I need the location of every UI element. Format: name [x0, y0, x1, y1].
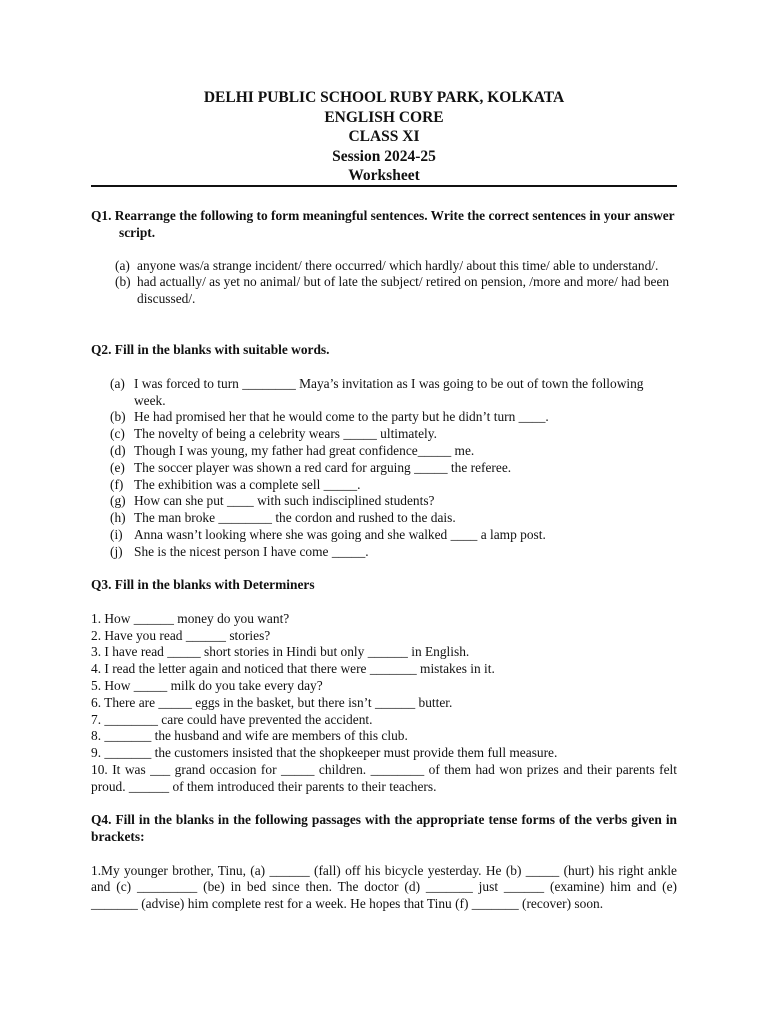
list-item: 5. How _____ milk do you take every day?	[91, 677, 323, 693]
list-item: (g) How can she put ____ with such indisciplined students?	[110, 493, 435, 509]
list-item: (i) Anna wasn’t looking where she was going and she walked ____ a lamp post.	[110, 526, 546, 542]
question-2-heading: Q2. Fill in the blanks with suitable words.	[91, 342, 330, 357]
list-item: 4. I read the letter again and noticed that there were _______ mistakes in it.	[91, 661, 495, 677]
question-3-list	[91, 611, 677, 796]
list-item: (c) The novelty of being a celebrity wears _____ ultimately.	[110, 426, 437, 442]
list-item: (j) She is the nicest person I have come _____.	[110, 543, 369, 559]
question-4	[91, 812, 677, 913]
list-item: 6. There are _____ eggs in the basket, but there isn’t ______ butter.	[91, 694, 453, 710]
list-item: 7. ________ care could have prevented the accident.	[91, 711, 373, 727]
session-title: Session 2024-25	[332, 147, 436, 165]
list-item: 2. Have you read ______ stories?	[91, 627, 271, 643]
worksheet-title: Worksheet	[348, 167, 420, 184]
question-1	[91, 208, 677, 308]
list-item: 1. How ______ money do you want?	[91, 610, 290, 626]
question-3	[91, 577, 677, 796]
list-item: 8. _______ the husband and wife are members of this club.	[91, 728, 408, 744]
question-2-list	[91, 376, 677, 561]
list-item: (e) The soccer player was shown a red card for arguing _____ the referee.	[110, 459, 512, 475]
list-item: (a) anyone was/a strange incident/ there occurred/ which hardly/ about this time/ able to understand/.	[115, 257, 659, 273]
question-4-passage: 1.My younger brother, Tinu, (a) ______ (fall) off his bicycle yesterday. He (b) _____ (hurt) his right ankle and (c) _________ (be) in bed since then. The doctor (d) _______ just ______ (examine) him and (e) _______ (advise) him complete rest for a week. He hopes that Tinu (f) _______ (recover) soon.	[91, 862, 677, 912]
question-4-heading: Q4. Fill in the blanks in the following passages with the appropriate tense forms of the verbs given in brackets:	[91, 812, 677, 844]
list-item: (d) Though I was young, my father had great confidence_____ me.	[110, 442, 475, 458]
school-name: DELHI PUBLIC SCHOOL RUBY PARK, KOLKATA	[203, 89, 565, 106]
subject-title: ENGLISH CORE	[324, 108, 444, 126]
list-item: (b) had actually/ as yet no animal/ but of late the subject/ retired on pension, /more and more/ had been discussed/.	[115, 274, 670, 307]
list-item: (b) He had promised her that he would come to the party but he didn’t turn ____.	[110, 409, 549, 425]
list-item: (f) The exhibition was a complete sell _____.	[110, 476, 361, 492]
header-divider	[91, 185, 677, 187]
worksheet-header	[0, 88, 768, 186]
question-1-heading: Q1. Rearrange the following to form meaningful sentences. Write the correct sentences in your answer script.	[91, 208, 675, 240]
list-item: 9. _______ the customers insisted that the shopkeeper must provide them full measure.	[91, 745, 558, 761]
question-3-heading: Q3. Fill in the blanks with Determiners	[91, 577, 315, 592]
list-item: 3. I have read _____ short stories in Hindi but only ______ in English.	[91, 644, 470, 660]
list-item: (h) The man broke ________ the cordon and rushed to the dais.	[110, 510, 456, 526]
list-item: 10. It was ___ grand occasion for _____ children. ________ of them had won prizes and their parents felt proud. ______ of them introduced their parents to their teachers.	[91, 761, 677, 794]
question-1-list	[91, 258, 677, 308]
question-2	[91, 342, 677, 561]
list-item: (a) I was forced to turn ________ Maya’s invitation as I was going to be out of town the following week.	[110, 375, 644, 408]
class-title: CLASS XI	[348, 128, 420, 145]
